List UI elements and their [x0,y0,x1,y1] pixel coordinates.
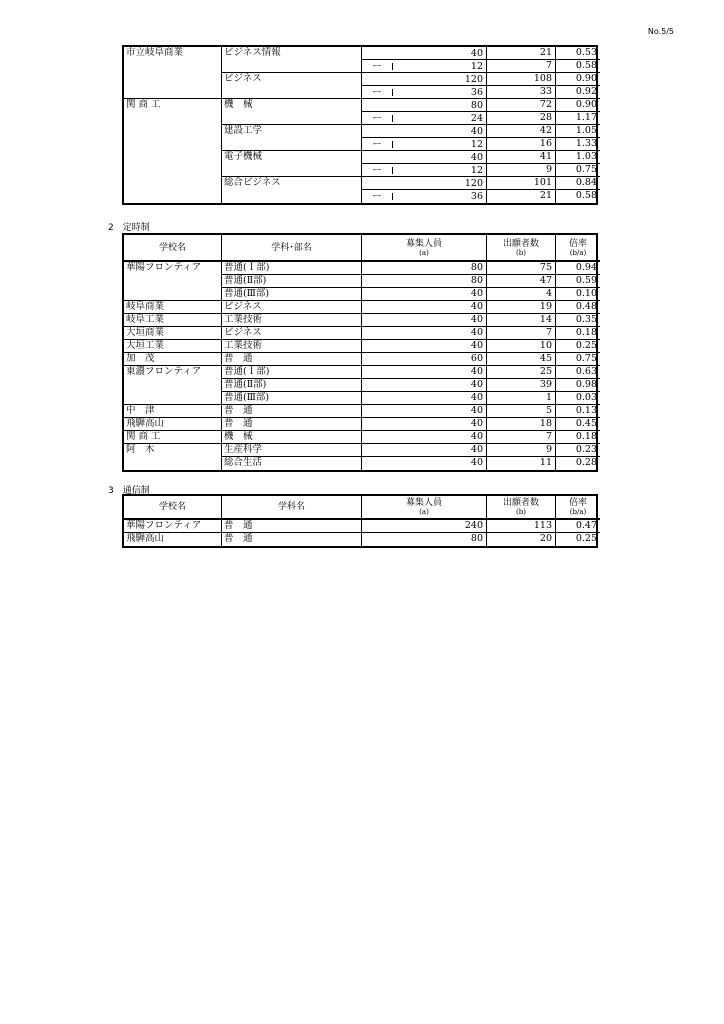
quota-cell: 80 [362,533,487,546]
dept-name-cell: ビジネス [222,301,362,314]
dept-name-cell: 普 通 [222,520,362,533]
quota-cell [362,99,487,112]
ratio-cell: 0.58 [575,190,597,201]
header-r [556,235,600,262]
applicants-cell: 47 [487,275,556,288]
school-name-cell: 大垣工業 [124,340,222,353]
quota-value: 40 [470,47,483,59]
dept-name-cell [222,190,362,203]
quota-cell: 40 [362,379,487,392]
applicants-cell: 5 [487,405,556,418]
applicants-cell: 14 [487,314,556,327]
header-r-label: 倍率 [568,238,587,249]
applicants-cell: 42 [487,125,556,138]
correspondence-table [122,494,598,548]
quota-cell: 240 [362,520,487,533]
quota-cell: 60 [362,353,487,366]
quota-cell: 40 [362,405,487,418]
dept-name-cell: 工業技術 [222,314,362,327]
header-r-unit: (b/a) [569,248,587,257]
school-name-cell: 中 津 [124,405,222,418]
quota-value: 40 [470,151,483,163]
school-name-cell [124,138,222,151]
applicants-cell: 4 [487,288,556,301]
header-r-label: 倍率 [568,498,587,508]
quota-cell [362,112,487,125]
quota-value: 24 [470,112,483,124]
quota-value: 40 [470,125,483,137]
school-name-cell: 阿 木 [124,444,222,457]
header-r [556,496,600,520]
school-name-cell: 華陽フロンティア [124,520,222,533]
school-name-cell: 大垣商業 [124,327,222,340]
ratio-cell: 0.98 [556,379,600,392]
quota-cell [362,164,487,177]
subrow-dash: ー [372,112,382,124]
header-a-unit: (a) [419,248,429,257]
dept-name-cell: ビジネス情報 [222,47,362,60]
school-name-cell [124,177,222,190]
applicants-cell: 18 [487,418,556,431]
ratio-cell: 0.28 [575,457,597,468]
quota-value: 12 [470,138,483,150]
quota-cell [362,73,487,86]
applicants-cell: 39 [487,379,556,392]
dept-name-cell: 建設工学 [222,125,362,138]
school-name-cell [124,457,222,470]
quota-cell: 40 [362,366,487,379]
dept-name-cell [222,86,362,99]
dept-name-cell: 普 通 [222,353,362,366]
school-name-cell: 岐阜商業 [124,301,222,314]
header-b-label: 出願者数 [502,498,539,508]
header-dept: 学科･部名 [222,235,362,262]
dept-name-cell: 生産科学 [222,444,362,457]
ratio-cell: 0.47 [556,520,600,533]
ratio-cell: 0.45 [556,418,600,431]
quota-cell [362,86,487,99]
correspondence-section-title: 3 通信制 [108,486,150,496]
applicants-cell: 75 [487,262,556,275]
quota-cell: 40 [362,340,487,353]
quota-cell: 40 [362,288,487,301]
applicants-cell: 21 [487,47,556,60]
school-name-cell [124,164,222,177]
school-name-cell [124,392,222,405]
school-name-cell [124,73,222,86]
ratio-cell: 0.18 [556,431,600,444]
dept-name-cell: 電子機械 [222,151,362,164]
ratio-cell: 0.03 [556,392,600,405]
dept-name-cell: 普通(Ⅲ部) [222,288,362,301]
ratio-cell: 0.75 [556,353,600,366]
quota-cell [362,60,487,73]
header-school: 学校名 [124,235,222,262]
applicants-cell: 108 [487,73,556,86]
header-dept: 学科名 [222,496,362,520]
header-a-label: 募集人員 [405,238,442,249]
quota-cell [362,125,487,138]
quota-cell: 40 [362,301,487,314]
quota-cell [362,190,487,203]
applicants-cell: 45 [487,353,556,366]
school-name-cell: 岐阜工業 [124,314,222,327]
applicants-cell: 7 [487,60,556,73]
applicants-cell: 9 [487,164,556,177]
ratio-cell: 0.23 [556,444,600,457]
applicants-cell: 72 [487,99,556,112]
applicants-cell: 25 [487,366,556,379]
dept-name-cell: 普通(Ⅲ部) [222,392,362,405]
applicants-cell: 28 [487,112,556,125]
ratio-cell: 0.10 [556,288,600,301]
quota-value: 12 [470,164,483,176]
ratio-cell: 0.13 [556,405,600,418]
ratio-cell: 0.90 [556,99,600,112]
ratio-cell: 1.33 [556,138,600,151]
ratio-cell: 1.03 [556,151,600,164]
quota-cell [362,151,487,164]
quota-value: 80 [470,99,483,111]
school-name-cell [124,379,222,392]
dept-name-cell: 普 通 [222,405,362,418]
quota-cell: 40 [362,431,487,444]
dept-name-cell: 工業技術 [222,340,362,353]
school-name-cell [124,288,222,301]
quota-value: 36 [470,191,483,202]
ratio-cell: 0.18 [556,327,600,340]
applicants-cell: 113 [487,520,556,533]
quota-cell: 40 [362,444,487,457]
ratio-cell: 0.25 [575,533,597,544]
header-b [487,235,556,262]
dept-name-cell: 総合生活 [222,457,362,470]
subrow-dash: ー [372,164,382,176]
school-name-cell [124,275,222,288]
quota-cell: 80 [362,262,487,275]
quota-cell: 40 [362,392,487,405]
ratio-cell: 0.94 [556,262,600,275]
dept-name-cell: 普通(Ｉ部) [222,366,362,379]
header-b [487,496,556,520]
ratio-cell: 0.48 [556,301,600,314]
school-name-cell [124,86,222,99]
header-a [362,496,487,520]
header-r-unit: (b/a) [569,508,587,516]
dept-name-cell: 総合ビジネス [222,177,362,190]
school-name-cell: 関 商 工 [124,99,222,112]
quota-cell [362,177,487,190]
applicants-cell: 7 [487,327,556,340]
quota-cell [362,47,487,60]
school-name-cell: 華陽フロンティア [124,262,222,275]
school-name-cell [124,125,222,138]
applicants-cell: 19 [487,301,556,314]
quota-cell: 40 [362,314,487,327]
ratio-cell: 0.90 [556,73,600,86]
header-b-unit: (b) [516,248,526,257]
part-time-section-title: 2 定時制 [108,223,150,233]
school-name-cell: 飛騨高山 [124,533,222,546]
school-name-cell: 市立岐阜商業 [124,47,222,60]
school-name-cell: 東濃フロンティア [124,366,222,379]
header-b-label: 出願者数 [502,238,539,249]
subrow-dash: ー [372,138,382,150]
quota-cell [362,138,487,151]
school-name-cell: 加 茂 [124,353,222,366]
ratio-cell: 1.05 [556,125,600,138]
dept-name-cell: ビジネス [222,327,362,340]
school-name-cell [124,60,222,73]
applicants-cell: 20 [487,533,556,546]
applicants-cell: 10 [487,340,556,353]
applicants-cell: 7 [487,431,556,444]
dept-name-cell: 普通(Ⅱ部) [222,275,362,288]
applicants-cell: 41 [487,151,556,164]
applicants-cell: 9 [487,444,556,457]
dept-name-cell: 機 械 [222,431,362,444]
ratio-cell: 0.59 [556,275,600,288]
dept-name-cell [222,60,362,73]
subrow-dash: ー [372,86,382,98]
quota-cell: 40 [362,418,487,431]
header-b-unit: (b) [516,508,526,516]
quota-cell: 40 [362,457,487,470]
top-enrollment-table [122,45,598,205]
dept-name-cell: 普 通 [222,418,362,431]
dept-name-cell [222,112,362,125]
applicants-cell: 33 [487,86,556,99]
quota-cell: 40 [362,327,487,340]
ratio-cell: 0.84 [556,177,600,190]
dept-name-cell: 普通(Ｉ部) [222,262,362,275]
ratio-cell: 0.63 [556,366,600,379]
school-name-cell: 関 商 工 [124,431,222,444]
dept-name-cell: 普通(Ⅱ部) [222,379,362,392]
header-school: 学校名 [124,496,222,520]
applicants-cell: 1 [487,392,556,405]
applicants-cell: 16 [487,138,556,151]
quota-value: 36 [470,86,483,98]
header-a-unit: (a) [419,508,429,516]
dept-name-cell [222,164,362,177]
ratio-cell: 0.53 [556,47,600,60]
ratio-cell: 0.92 [556,86,600,99]
quota-cell: 80 [362,275,487,288]
ratio-cell: 1.17 [556,112,600,125]
school-name-cell [124,112,222,125]
part-time-table [122,233,598,472]
subrow-dash: ー [372,60,382,72]
ratio-cell: 0.25 [556,340,600,353]
quota-value: 120 [464,73,483,85]
school-name-cell [124,151,222,164]
ratio-cell: 0.58 [556,60,600,73]
dept-name-cell: ビジネス [222,73,362,86]
subrow-dash: ー [372,191,382,202]
header-a-label: 募集人員 [405,498,442,508]
page-number: No.5/5 [647,27,674,36]
school-name-cell: 飛騨高山 [124,418,222,431]
school-name-cell [124,190,222,203]
applicants-cell: 21 [487,190,556,203]
quota-value: 12 [470,60,483,72]
applicants-cell: 11 [487,457,556,470]
quota-value: 120 [464,177,483,189]
dept-name-cell [222,138,362,151]
ratio-cell: 0.75 [556,164,600,177]
ratio-cell: 0.35 [556,314,600,327]
applicants-cell: 101 [487,177,556,190]
dept-name-cell: 普 通 [222,533,362,546]
dept-name-cell: 機 械 [222,99,362,112]
header-a [362,235,487,262]
